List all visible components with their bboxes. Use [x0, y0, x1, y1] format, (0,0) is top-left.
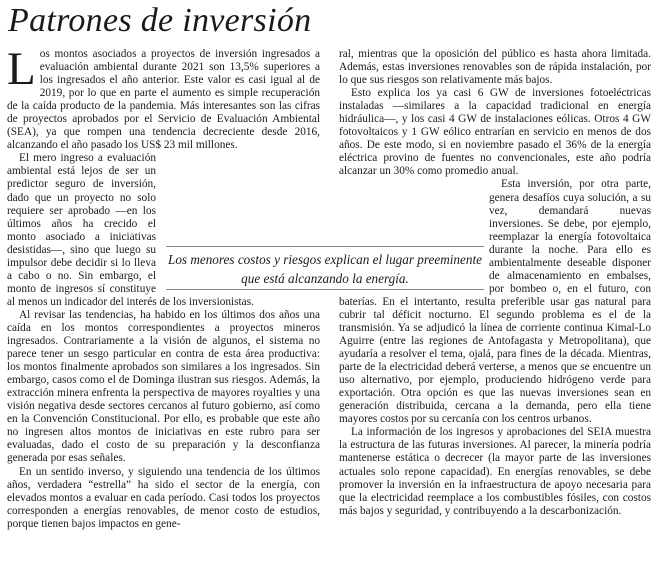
article-title: Patrones de inversión — [8, 2, 312, 39]
paragraph-8: La información de los ingresos y aprobaciones del SEIA muestra la estructura de las futuras inversiones. Al parecer, la minería podría mantenerse estática o decrecer (la mayor parte de las inversiones actuales solo repone capacidad). En energías renovables, se debe promover la inversión en la infraestructura de apoyo necesaria para que la electricidad reemplace a los combustibles fósiles, con costos más bajos y seguridad, y contribuyendo a la descarbonización. — [339, 426, 651, 517]
paragraph-4: En un sentido inverso, y siguiendo una tendencia de los últimos años, verdadera “estrella” ha sido el sector de la energía, con elevados montos a evaluar en cada período. Casi todos los proyectos corresponden a energías renovables, de menor costo de estudios, porque tienen bajos impactos en gene- — [7, 465, 320, 530]
paragraph-7: Esta inversión, por otra parte, genera desafíos cuya solución, a su vez, demandará nuevas inversiones. Se debe, por ejemplo, reemplazar la energía fotovoltaica durante la noche. Para ello es ambientalmente deseable disponer de almacenamiento en embalses, por bombeo o, en el futuro, con baterías. En el intertanto, resulta preferible usar gas natural para cubrir tal déficit nocturno. El segundo problema es el de la transmisión. Ya se adjudicó la línea de corriente continua Kimal-Lo Aguirre (entre las regiones de Antofagasta y Metropolitana), que ayudaría a resolver el tema, ojalá, para fines de la década. Mientras, parte de la electricidad deberá verterse, a menos que se encuentre un uso alternativo, por ejemplo, produciendo hidrógeno verde para exportación. Otra opción es que las nuevas inversiones sean en generación distribuida, cercana a la demanda, pero ella tiene mayores costos por su cercanía con los centros urbanos. — [339, 178, 651, 426]
paragraph-2: El mero ingreso a evaluación ambiental está lejos de ser un predictor seguro de inversión, dado que un proyecto no solo requiere ser aprobado —en los últimos años ha crecido el monto asociado a iniciativas desistidas—, sino que luego su impulsor debe decidir si lo lleva a cabo o no. Sin embargo, el monto de ingresos sí constituye al menos un indicador del interés de los inversionistas. — [7, 152, 320, 309]
paragraph-3: Al revisar las tendencias, ha habido en los últimos dos años una caída en los montos correspondientes a proyectos mineros ingresados. Contrariamente a la visión de algunos, el sistema no parece tener un sesgo particular en contra de esta área productiva: los montos finalmente aprobados son similares a los ingresados. Sin embargo, casos como el de Dominga ilustran sus riesgos. Además, la extracción minera enfrenta la perspectiva de mayores royalties y una visión negativa desde sectores cercanos al futuro gobierno, así como en la Convención Constitucional. Por ello, es probable que este año no ingresen altos montos de iniciativas en este rubro para ser evaluadas, dado el costo de su preparación y la desconfianza generada por esas señales. — [7, 308, 320, 465]
drop-cap: L — [7, 43, 36, 95]
paragraph-1: Los montos asociados a proyectos de inversión ingresados a evaluación ambiental durante 2021 son 13,5% superiores a los ingresados el año anterior. Este valor es casi igual al de 2019, por lo que en parte el aumento es simple recuperación de la caída producto de la pandemia. Más interesantes son las cifras de proyectos aprobados por el Servicio de Evaluación Ambiental (SEA), ya que rompen una tendencia decreciente desde 2016, alcanzando el año pasado los US$ 23 mil millones. — [7, 43, 320, 152]
paragraph-5: ral, mientras que la oposición del público es hasta ahora limitada. Además, estas inversiones renovables son de rápida instalación, por lo que sus riesgos son relativamente más bajos. — [339, 48, 651, 87]
pull-quote: Los menores costos y riesgos explican el lugar preeminente que está alcanzando la energía. — [166, 246, 484, 290]
paragraph-6: Esto explica los ya casi 6 GW de inversiones fotoeléctricas instaladas —similares a la capacidad tradicional en energía hidráulica—, y los casi 4 GW de instalaciones eólicas. Otros 4 GW fotovoltaicos y 1 GW eólico entrarían en servicio en menos de dos años. De este modo, si en noviembre pasado el 36% de la energía eléctrica provino de fuentes no convencionales, este año podría alcanzar un 30% como promedio anual. — [339, 87, 651, 178]
